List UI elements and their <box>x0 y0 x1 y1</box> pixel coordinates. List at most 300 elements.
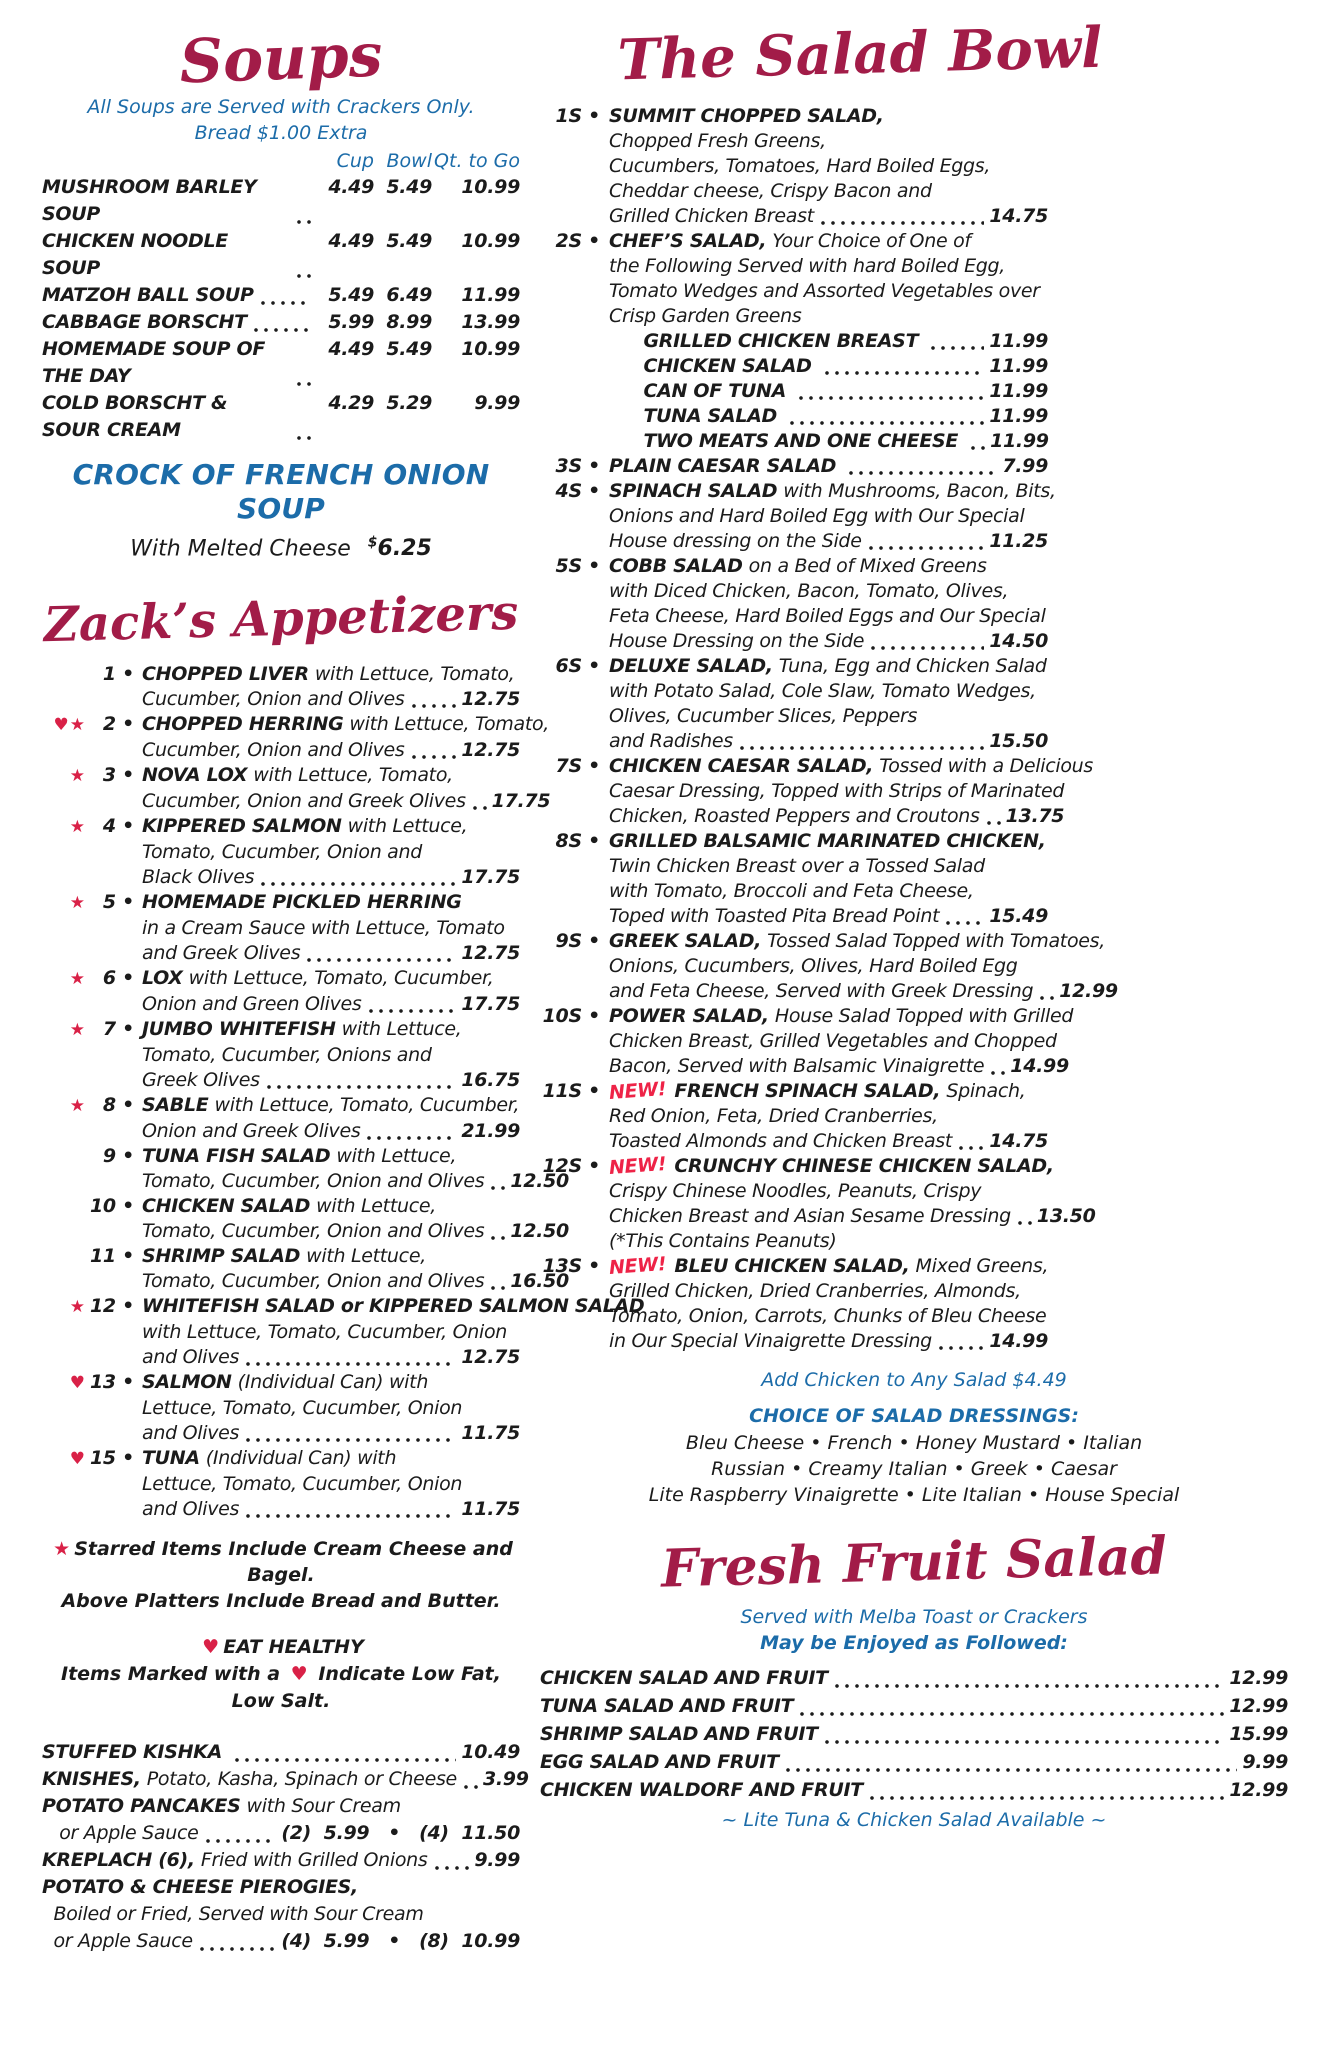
fruit-item-row <box>540 1664 1288 1692</box>
item-desc: House Dressing on the Side <box>609 630 865 652</box>
appetizer-line <box>42 865 520 890</box>
item-name: CRUNCHY CHINESE CHICKEN SALAD, <box>674 1155 1054 1177</box>
appetizer-line <box>42 1017 520 1043</box>
dot-leader <box>261 293 311 305</box>
item-name: PLAIN CAESAR SALAD <box>609 455 837 477</box>
dot-leader <box>297 212 311 224</box>
starred-items-note: ★ Starred Items Include Cream Cheese and Bagel. <box>53 1538 513 1587</box>
side-item-line <box>42 1847 520 1874</box>
item-desc: Chicken Breast, Grilled Vegetables and Chopped <box>609 1030 1057 1052</box>
soups-note-1: All Soups are Served with Crackers Only. <box>87 96 475 118</box>
soup-item-row <box>42 282 520 309</box>
item-desc: Tomato, Cucumber, Onion and Olives <box>142 1220 485 1243</box>
salad-line <box>540 1279 1048 1304</box>
item-desc: Black Olives <box>142 866 255 889</box>
dot-leader <box>369 1001 457 1013</box>
appetizer-line <box>42 763 520 789</box>
dot-leader <box>790 413 984 425</box>
french-onion-soup-section <box>42 458 520 564</box>
dot-leader <box>1018 1213 1032 1225</box>
item-number: 6 • <box>102 967 134 990</box>
dot-leader <box>267 1077 457 1089</box>
item-desc: (*This Contains Peanuts) <box>609 1230 837 1252</box>
item-desc: Crisp Garden Greens <box>609 305 802 327</box>
item-name: DELUXE SALAD, <box>609 655 773 677</box>
item-price: 12.50 <box>510 1170 569 1193</box>
item-price: 16.75 <box>461 1069 520 1092</box>
side-item-line <box>42 1739 520 1766</box>
column-header-cup: Cup <box>336 150 374 172</box>
fruit-item-row <box>540 1748 1288 1776</box>
item-number: 8 • <box>102 1094 134 1117</box>
soup-price-qt: 13.99 <box>461 311 520 333</box>
dot-leader <box>987 813 1001 825</box>
indent <box>42 1928 53 1955</box>
soup-name: HOMEMADE SOUP OF THE DAY <box>42 338 266 387</box>
appetizer-line <box>42 916 520 941</box>
item-desc: Tomato, Onion, Carrots, Chunks of Bleu Cheese <box>609 1305 1047 1327</box>
dot-leader <box>869 538 985 550</box>
crock-subtitle <box>42 528 520 564</box>
dot-leader <box>307 950 456 962</box>
crock-title: CROCK OF FRENCH ONION SOUP <box>72 458 490 525</box>
appetizer-line <box>42 1320 520 1345</box>
salad-line <box>540 704 1048 729</box>
salad-line <box>540 929 1106 954</box>
item-name: KREPLACH (6), <box>42 1849 195 1872</box>
dot-leader <box>825 363 985 375</box>
item-desc: House dressing on the Side <box>609 530 862 552</box>
dot-leader <box>412 696 457 708</box>
item-name: SUMMIT CHOPPED SALAD, <box>609 105 884 127</box>
item-price: 17.75 <box>461 866 520 889</box>
item-desc: the Following Served with hard Boiled Egg, <box>609 255 1006 277</box>
dot-leader <box>464 1777 478 1789</box>
item-name: GRILLED BALSAMIC MARINATED CHICKEN, <box>609 830 1046 852</box>
item-number: 5 • <box>102 891 134 914</box>
appetizer-line <box>42 1119 520 1144</box>
item-number: 3 • <box>102 764 134 787</box>
fruit-list <box>540 1664 1288 1804</box>
column-header-bowl: Bowl <box>386 150 432 172</box>
item-desc: House Salad Topped with Grilled <box>774 1005 1074 1027</box>
soup-price-bowl: 5.49 <box>386 176 432 198</box>
item-mark-icons: ★ <box>69 817 86 838</box>
appetizer-line <box>42 1370 520 1396</box>
soup-item-row <box>42 336 520 390</box>
soup-price-qt: 11.99 <box>461 284 520 306</box>
salad-line <box>540 654 1048 679</box>
dot-leader <box>870 1788 1225 1800</box>
item-number: 3S • <box>555 455 600 477</box>
salad-bowl-section <box>540 14 1288 1508</box>
side-item-line <box>42 1901 520 1928</box>
item-name: BLEU CHICKEN SALAD, <box>674 1255 910 1277</box>
item-number: 10 • <box>90 1195 134 1218</box>
dot-leader <box>435 1858 470 1870</box>
item-name: CHICKEN SALAD <box>643 355 812 377</box>
item-price: 12.75 <box>461 688 520 711</box>
salad-line <box>540 1004 1074 1029</box>
dot-leader <box>959 1138 984 1150</box>
item-price: 14.99 <box>989 1330 1048 1352</box>
dot-leader <box>297 374 311 386</box>
appetizer-line <box>42 1043 520 1068</box>
item-price: 10.49 <box>461 1741 520 1764</box>
appetizer-line <box>42 1446 520 1472</box>
item-price: 7.99 <box>1002 455 1048 477</box>
salad-line <box>540 854 1048 879</box>
side-item-line <box>42 1820 520 1847</box>
item-desc: Cucumber, Onion and Olives <box>142 739 405 762</box>
item-number: 12S • <box>542 1155 600 1177</box>
item-mark-icons: ★ <box>69 1297 86 1318</box>
item-desc: and Radishes <box>609 730 733 752</box>
appetizer-line <box>42 738 520 763</box>
indent <box>609 329 643 354</box>
item-mark-icons: ♥★ <box>53 715 86 736</box>
item-name: POTATO & CHEESE PIEROGIES, <box>42 1876 358 1899</box>
soup-name: CABBAGE BORSCHT <box>42 311 247 333</box>
soup-price-bowl: 5.49 <box>386 338 432 360</box>
item-price: (2) 5.99 • (4) 11.50 <box>281 1822 520 1845</box>
item-name: STUFFED KISHKA <box>42 1741 223 1764</box>
salad-line <box>540 1104 1048 1129</box>
dressings-line-2: Russian • Creamy Italian • Greek • Caesar <box>711 1458 1117 1480</box>
item-desc: Toasted Almonds and Chicken Breast <box>609 1130 953 1152</box>
dot-leader <box>246 1430 456 1442</box>
salad-line <box>540 1329 1048 1354</box>
item-mark-icons: ★ <box>69 1020 86 1041</box>
salad-line <box>540 104 1048 129</box>
dot-leader <box>246 1354 456 1366</box>
fruit-item-row <box>540 1720 1288 1748</box>
dot-leader <box>367 1128 456 1140</box>
dot-leader <box>825 1732 1225 1744</box>
indent <box>609 404 643 429</box>
appetizer-line <box>42 1269 569 1294</box>
side-item-line <box>42 1928 520 1955</box>
item-price: 15.99 <box>1229 1723 1288 1745</box>
dot-leader <box>235 1750 456 1762</box>
item-desc: Boiled or Fried, Served with Sour Cream <box>53 1903 424 1926</box>
fruit-item-row <box>540 1692 1288 1720</box>
salad-line <box>540 1254 1048 1279</box>
item-number: 2 • <box>102 713 134 736</box>
item-desc: (Individual Can) with <box>237 1371 429 1394</box>
appetizer-line <box>42 1421 520 1446</box>
appetizer-line <box>42 1144 520 1169</box>
dot-leader <box>939 1338 984 1350</box>
item-mark-icons: ★ <box>69 1096 86 1117</box>
salad-line <box>540 1129 1048 1154</box>
item-desc: Mixed Greens, <box>915 1255 1049 1277</box>
soup-price-cup: 5.99 <box>328 311 374 333</box>
item-desc: Onions, Cucumbers, Olives, Hard Boiled Egg <box>609 955 1018 977</box>
salad-line <box>540 729 1048 754</box>
salad-line <box>540 629 1048 654</box>
item-number: 15 • <box>90 1447 134 1470</box>
item-price: 11.99 <box>990 430 1049 452</box>
fresh-fruit-title: Fresh Fruit Salad <box>660 1525 1168 1600</box>
item-price: 13.75 <box>1005 805 1065 827</box>
item-name: EGG SALAD AND FRUIT <box>540 1751 779 1773</box>
appetizer-line <box>42 789 551 814</box>
soup-item-row <box>42 390 520 444</box>
dot-leader <box>473 798 487 810</box>
salad-line <box>540 879 1048 904</box>
item-desc: Chicken, Roasted Peppers and Croutons <box>609 805 980 827</box>
item-name: CHICKEN WALDORF AND FRUIT <box>540 1779 863 1801</box>
item-desc: with Lettuce, Tomato, <box>253 764 453 787</box>
fresh-fruit-section <box>540 1525 1288 1834</box>
item-desc: or Apple Sauce <box>59 1822 199 1845</box>
dot-leader <box>971 438 985 450</box>
soup-name: COLD BORSCHT & SOUR CREAM <box>42 392 228 441</box>
salad-line <box>540 354 1048 379</box>
item-desc: Cucumber, Onion and Olives <box>142 688 405 711</box>
item-number: 6S • <box>555 655 600 677</box>
item-name: LOX <box>142 967 183 990</box>
salad-line <box>540 454 1048 479</box>
item-name: CHOPPED HERRING <box>142 713 344 736</box>
dot-leader <box>849 463 997 475</box>
item-name: TUNA SALAD AND FRUIT <box>540 1695 794 1717</box>
item-desc: Olives, Cucumber Slices, Peppers <box>609 705 918 727</box>
dot-leader <box>491 1278 505 1290</box>
appetizer-line <box>42 1219 569 1244</box>
soups-title: Soups <box>178 20 384 98</box>
soup-name: CHICKEN NOODLE SOUP <box>42 230 228 279</box>
salad-line <box>540 129 1048 154</box>
item-price: 12.50 <box>510 1220 569 1243</box>
dot-leader <box>491 1228 505 1240</box>
item-name: CHICKEN SALAD AND FRUIT <box>540 1667 828 1689</box>
item-desc: Your Choice of One of <box>772 230 971 252</box>
sides-list <box>42 1739 529 1955</box>
item-number: 4S • <box>555 480 600 502</box>
soup-price-qt: 10.99 <box>461 230 520 252</box>
salad-line <box>540 479 1056 504</box>
item-price: 14.75 <box>989 205 1048 227</box>
salad-line <box>540 779 1065 804</box>
item-mark-icons: ★ <box>69 893 86 914</box>
item-desc: with Sour Cream <box>246 1795 401 1818</box>
item-desc: Potato, Kasha, Spinach or Cheese <box>146 1768 457 1791</box>
item-name: GREEK SALAD, <box>609 930 762 952</box>
appetizer-line <box>42 1294 645 1320</box>
appetizer-line <box>42 662 520 687</box>
item-price: 14.99 <box>1010 1055 1069 1077</box>
appetizer-line <box>42 941 520 966</box>
item-name: SPINACH SALAD <box>609 480 778 502</box>
salad-line <box>540 1054 1069 1079</box>
item-desc: Onion and Green Olives <box>142 993 362 1016</box>
item-name: TUNA SALAD <box>643 405 778 427</box>
item-price: (4) 5.99 • (8) 10.99 <box>281 1930 520 1953</box>
heart-icon: ♥ <box>290 1663 308 1686</box>
soup-price-cup: 4.49 <box>328 338 374 360</box>
item-desc: in Our Special Vinaigrette Dressing <box>609 1330 932 1352</box>
dot-leader <box>261 874 456 886</box>
soup-price-cup: 4.29 <box>328 392 374 414</box>
item-number: 13S • <box>542 1255 600 1277</box>
item-desc: on a Bed of Mixed Greens <box>748 555 987 577</box>
item-number: 8S • <box>555 830 600 852</box>
item-number: 4 • <box>102 815 134 838</box>
item-name: TUNA FISH SALAD <box>142 1145 331 1168</box>
appetizer-line <box>42 890 520 916</box>
dot-leader <box>786 1760 1238 1772</box>
appetizer-line <box>42 840 520 865</box>
appetizer-line <box>42 1194 520 1219</box>
item-desc: Toped with Toasted Pita Bread Point <box>609 905 940 927</box>
soup-item-row <box>42 228 520 282</box>
salad-line <box>540 404 1048 429</box>
item-price: 3.99 <box>482 1768 529 1791</box>
fruit-item-row <box>540 1776 1288 1804</box>
salad-line <box>540 229 1048 254</box>
item-price: 13.50 <box>1036 1205 1096 1227</box>
salad-line <box>540 504 1048 529</box>
sides-section <box>42 1739 529 1955</box>
item-name: GRILLED CHICKEN BREAST <box>643 330 919 352</box>
item-desc: with Lettuce, Tomato, Cucumber, <box>214 1094 520 1117</box>
fruit-footer-note: ~ Lite Tuna & Chicken Salad Available ~ <box>721 1809 1107 1831</box>
dot-leader <box>200 1939 277 1951</box>
currency-sign: $ <box>367 535 378 551</box>
item-name: HOMEMADE PICKLED HERRING <box>142 891 462 914</box>
item-desc: Twin Chicken Breast over a Tossed Salad <box>609 855 985 877</box>
eat-healthy-text: Items Marked with a ♥ Indicate Low Fat, Low Salt. <box>61 1663 501 1713</box>
side-item-line <box>42 1766 529 1793</box>
item-desc: and Olives <box>142 1422 240 1445</box>
item-number: 2S • <box>555 230 600 252</box>
item-number: 1S • <box>555 105 600 127</box>
eat-healthy-title: ♥ EAT HEALTHY <box>202 1636 364 1659</box>
salad-line <box>540 954 1048 979</box>
soup-price-cup: 4.49 <box>328 230 374 252</box>
item-name: KIPPERED SALMON <box>142 815 342 838</box>
item-price: 11.25 <box>989 530 1048 552</box>
appetizer-line <box>42 992 520 1017</box>
item-price: 17.75 <box>491 790 551 813</box>
item-desc: Caesar Dressing, Topped with Strips of Marinated <box>609 780 1065 802</box>
item-name: CHICKEN SALAD <box>142 1195 311 1218</box>
item-desc: Lettuce, Tomato, Cucumber, Onion <box>142 1397 463 1420</box>
salad-line <box>540 829 1048 854</box>
appetizer-line <box>42 1169 569 1194</box>
dot-leader <box>821 213 984 225</box>
item-mark-icons: ♥ <box>69 1449 86 1470</box>
appetizer-line <box>42 1472 520 1497</box>
salad-line <box>540 1204 1096 1229</box>
appetizer-line <box>42 687 520 712</box>
item-price: 12.75 <box>461 739 520 762</box>
soup-price-qt: 10.99 <box>461 176 520 198</box>
item-desc: Tomato, Cucumber, Onions and <box>142 1044 432 1067</box>
soup-price-qt: 9.99 <box>474 392 520 414</box>
item-name: POWER SALAD, <box>609 1005 769 1027</box>
dot-leader <box>297 428 311 440</box>
soup-price-bowl: 6.49 <box>386 284 432 306</box>
eat-healthy-block <box>42 1634 520 1715</box>
item-desc: Greek Olives <box>142 1069 260 1092</box>
item-number: 7S • <box>555 755 600 777</box>
dot-leader <box>991 1063 1005 1075</box>
platters-note: Above Platters Include Bread and Butter. <box>61 1590 501 1613</box>
soup-price-cup: 4.49 <box>328 176 374 198</box>
item-desc: Tossed with a Delicious <box>879 755 1094 777</box>
appetizers-title: Zack’s Appetizers <box>43 585 519 654</box>
item-name: SHRIMP SALAD AND FRUIT <box>540 1723 818 1745</box>
item-desc: with Lettuce, Tomato, <box>314 663 515 686</box>
crock-subtitle-text: With Melted Cheese <box>130 536 351 562</box>
item-name: TWO MEATS AND ONE CHEESE <box>643 430 959 452</box>
dot-leader <box>800 1704 1224 1716</box>
item-number: 1 • <box>102 663 134 686</box>
new-badge: NEW! <box>608 1153 667 1179</box>
item-name: CHICKEN CAESAR SALAD, <box>609 755 874 777</box>
salad-line <box>540 254 1048 279</box>
dot-leader <box>297 266 311 278</box>
salad-line <box>540 1153 1054 1179</box>
item-price: 15.49 <box>989 905 1048 927</box>
item-price: 21.99 <box>461 1120 520 1143</box>
item-price: 12.75 <box>461 942 520 965</box>
item-desc: Fried with Grilled Onions <box>200 1849 428 1872</box>
appetizer-line <box>42 1068 520 1093</box>
indent <box>609 354 643 379</box>
soup-price-bowl: 5.29 <box>386 392 432 414</box>
item-desc: Cheddar cheese, Crispy Bacon and <box>609 180 932 202</box>
item-name: SALMON <box>142 1371 232 1394</box>
item-desc: Red Onion, Feta, Dried Cranberries, <box>609 1105 938 1127</box>
salad-line <box>540 1304 1048 1329</box>
item-desc: Spinach, <box>946 1080 1026 1102</box>
item-desc: (Individual Can) with <box>205 1447 397 1470</box>
item-name: POTATO PANCAKES <box>42 1795 241 1818</box>
item-price: 11.99 <box>989 330 1048 352</box>
item-desc: Crispy Chinese Noodles, Peanuts, Crispy <box>609 1180 982 1202</box>
item-price: 12.99 <box>1059 980 1118 1002</box>
salad-line <box>540 154 1048 179</box>
item-price: 16.50 <box>510 1270 569 1293</box>
appetizer-line <box>42 1093 520 1119</box>
item-desc: Cucumber, Onion and Greek Olives <box>142 790 466 813</box>
item-desc: with Mushrooms, Bacon, Bits, <box>783 480 1056 502</box>
indent <box>609 429 643 454</box>
indent <box>42 1901 53 1928</box>
dot-leader <box>740 738 984 750</box>
item-desc: and Olives <box>142 1346 240 1369</box>
star-icon: ★ <box>53 1538 71 1561</box>
item-price: 12.99 <box>1229 1695 1288 1717</box>
item-price: 11.99 <box>989 405 1048 427</box>
item-price: 12.99 <box>1229 1667 1288 1689</box>
salad-line <box>540 1229 1048 1254</box>
item-number: 9 • <box>102 1145 134 1168</box>
item-price: 11.99 <box>989 380 1048 402</box>
soup-item-row <box>42 309 520 336</box>
appetizer-line <box>42 1396 520 1421</box>
soups-column-headers <box>42 148 520 174</box>
item-name: JUMBO WHITEFISH <box>142 1018 336 1041</box>
soup-price-bowl: 5.49 <box>386 230 432 252</box>
item-number: 7 • <box>102 1018 134 1041</box>
item-desc: with Lettuce, <box>347 815 468 838</box>
add-chicken-note: Add Chicken to Any Salad $4.49 <box>761 1369 1067 1391</box>
